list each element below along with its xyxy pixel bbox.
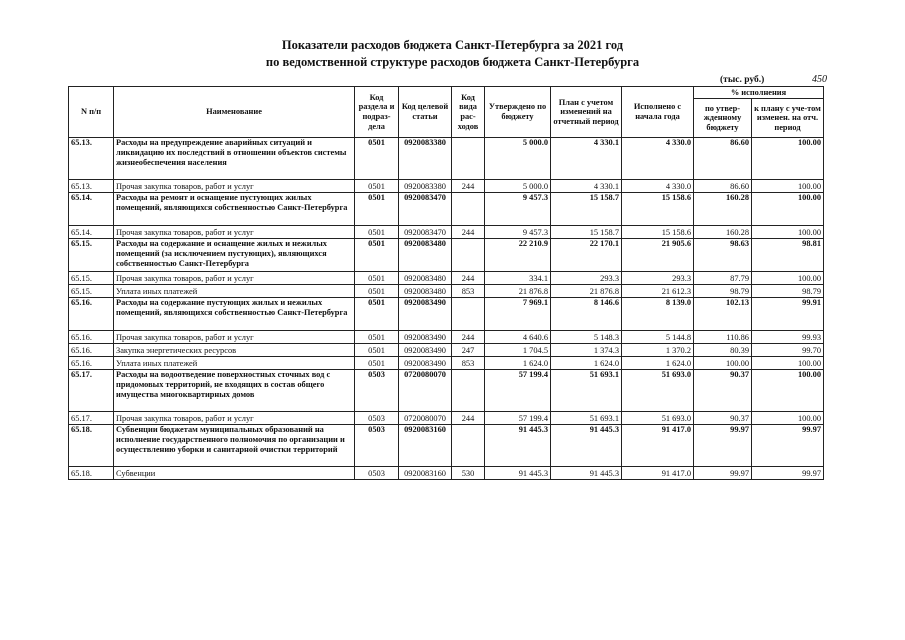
cell-pct-approved: 99.97 <box>694 425 752 467</box>
cell-num: 65.14. <box>69 193 114 226</box>
cell-type <box>452 298 485 331</box>
cell-target: 0920083160 <box>399 425 452 467</box>
cell-num: 65.16. <box>69 344 114 357</box>
units-label: (тыс. руб.) <box>720 75 765 85</box>
cell-executed: 21 612.3 <box>622 285 694 298</box>
cell-pct-approved: 87.79 <box>694 272 752 285</box>
table-row <box>69 467 824 480</box>
cell-pct-plan: 98.81 <box>752 239 824 272</box>
cell-plan: 51 693.1 <box>551 370 622 412</box>
cell-name: Прочая закупка товаров, работ и услуг <box>114 272 355 285</box>
cell-name: Уплата иных платежей <box>114 285 355 298</box>
cell-type: 244 <box>452 180 485 193</box>
cell-section: 0501 <box>355 226 399 239</box>
col-header-target: Код целевой статьи <box>399 87 452 138</box>
col-header-section: Код раздела и подраз-дела <box>355 87 399 138</box>
cell-type <box>452 425 485 467</box>
cell-plan: 91 445.3 <box>551 425 622 467</box>
cell-approved: 7 969.1 <box>485 298 551 331</box>
table-row <box>69 412 824 425</box>
cell-executed: 91 417.0 <box>622 467 694 480</box>
table-row <box>69 193 824 226</box>
cell-type: 244 <box>452 331 485 344</box>
cell-pct-approved: 160.28 <box>694 193 752 226</box>
cell-executed: 21 905.6 <box>622 239 694 272</box>
cell-type: 853 <box>452 357 485 370</box>
report-title: Показатели расходов бюджета Санкт-Петербурга за 2021 год <box>281 38 624 52</box>
cell-section: 0503 <box>355 370 399 412</box>
table-row <box>69 298 824 331</box>
col-header-pct-plan: к плану с уче-том изменен. на отч. период <box>752 99 824 138</box>
cell-plan: 15 158.7 <box>551 193 622 226</box>
cell-target: 0920083480 <box>399 239 452 272</box>
cell-pct-approved: 86.60 <box>694 138 752 180</box>
cell-executed: 15 158.6 <box>622 193 694 226</box>
cell-num: 65.18. <box>69 467 114 480</box>
cell-executed: 15 158.6 <box>622 226 694 239</box>
cell-executed: 51 693.0 <box>622 370 694 412</box>
cell-executed: 1 370.2 <box>622 344 694 357</box>
cell-type: 853 <box>452 285 485 298</box>
cell-pct-approved: 99.97 <box>694 467 752 480</box>
cell-pct-approved: 90.37 <box>694 370 752 412</box>
cell-type <box>452 370 485 412</box>
cell-section: 0503 <box>355 425 399 467</box>
cell-name: Субвенции <box>114 467 355 480</box>
cell-target: 0920083490 <box>399 298 452 331</box>
cell-pct-plan: 99.97 <box>752 467 824 480</box>
table-row <box>69 272 824 285</box>
cell-type: 247 <box>452 344 485 357</box>
cell-type <box>452 193 485 226</box>
cell-pct-plan: 100.00 <box>752 412 824 425</box>
cell-pct-approved: 102.13 <box>694 298 752 331</box>
cell-name: Прочая закупка товаров, работ и услуг <box>114 180 355 193</box>
cell-pct-plan: 100.00 <box>752 226 824 239</box>
col-header-executed: Исполнено с начала года <box>622 87 694 138</box>
cell-pct-approved: 86.60 <box>694 180 752 193</box>
cell-type: 244 <box>452 412 485 425</box>
cell-num: 65.14. <box>69 226 114 239</box>
cell-name: Расходы на содержание и оснащение жилых и нежилых помещений (за исключением пустующих), являющихся собственностью Санкт-Петербурга <box>114 239 355 272</box>
col-header-plan: План с учетом изменений на отчетный период <box>551 87 622 138</box>
cell-target: 0920083470 <box>399 226 452 239</box>
cell-plan: 21 876.8 <box>551 285 622 298</box>
cell-target: 0920083490 <box>399 344 452 357</box>
table-row <box>69 285 824 298</box>
table-row <box>69 425 824 467</box>
page-number: 450 <box>812 74 827 85</box>
cell-section: 0503 <box>355 467 399 480</box>
cell-num: 65.16. <box>69 331 114 344</box>
cell-type: 244 <box>452 226 485 239</box>
cell-pct-plan: 100.00 <box>752 138 824 180</box>
cell-section: 0501 <box>355 344 399 357</box>
cell-pct-plan: 100.00 <box>752 180 824 193</box>
cell-target: 0920083380 <box>399 180 452 193</box>
cell-pct-plan: 99.70 <box>752 344 824 357</box>
cell-pct-approved: 90.37 <box>694 412 752 425</box>
col-header-type: Код вида рас-ходов <box>452 87 485 138</box>
cell-num: 65.17. <box>69 412 114 425</box>
cell-executed: 5 144.8 <box>622 331 694 344</box>
table-row <box>69 138 824 180</box>
cell-target: 0920083470 <box>399 193 452 226</box>
cell-num: 65.16. <box>69 357 114 370</box>
cell-approved: 4 640.6 <box>485 331 551 344</box>
cell-name: Расходы на предупреждение аварийных ситуаций и ликвидацию их последствий в отношении объектов системы жизнеобеспечения населения <box>114 138 355 180</box>
cell-type: 530 <box>452 467 485 480</box>
cell-plan: 293.3 <box>551 272 622 285</box>
cell-name: Расходы на водоотведение поверхностных сточных вод с придомовых территорий, не входящих в состав общего имущества многоквартирных домов <box>114 370 355 412</box>
cell-pct-plan: 99.93 <box>752 331 824 344</box>
table-row <box>69 344 824 357</box>
cell-pct-plan: 100.00 <box>752 272 824 285</box>
cell-approved: 5 000.0 <box>485 180 551 193</box>
cell-pct-plan: 100.00 <box>752 370 824 412</box>
cell-section: 0501 <box>355 180 399 193</box>
budget-table <box>68 86 824 480</box>
cell-section: 0501 <box>355 138 399 180</box>
cell-section: 0503 <box>355 412 399 425</box>
cell-approved: 5 000.0 <box>485 138 551 180</box>
cell-approved: 9 457.3 <box>485 226 551 239</box>
cell-pct-approved: 100.00 <box>694 357 752 370</box>
cell-pct-plan: 99.97 <box>752 425 824 467</box>
cell-section: 0501 <box>355 193 399 226</box>
cell-pct-approved: 98.79 <box>694 285 752 298</box>
cell-plan: 4 330.1 <box>551 138 622 180</box>
table-row <box>69 370 824 412</box>
cell-executed: 4 330.0 <box>622 138 694 180</box>
cell-target: 0920083490 <box>399 357 452 370</box>
cell-plan: 5 148.3 <box>551 331 622 344</box>
cell-approved: 1 704.5 <box>485 344 551 357</box>
table-row <box>69 357 824 370</box>
cell-executed: 91 417.0 <box>622 425 694 467</box>
cell-section: 0501 <box>355 272 399 285</box>
cell-name: Субвенции бюджетам муниципальных образований на исполнение государственного полномочия по организации и осуществлению уборки и санитарной очистки территорий <box>114 425 355 467</box>
col-header-pct-group: % исполнения <box>694 87 824 99</box>
cell-type <box>452 239 485 272</box>
cell-pct-plan: 100.00 <box>752 193 824 226</box>
col-header-pct-approved: по утвер-жденному бюджету <box>694 99 752 138</box>
cell-num: 65.15. <box>69 272 114 285</box>
cell-approved: 334.1 <box>485 272 551 285</box>
cell-name: Расходы на ремонт и оснащение пустующих жилых помещений, являющихся собственностью Санкт-Петербурга <box>114 193 355 226</box>
cell-pct-approved: 80.39 <box>694 344 752 357</box>
table-body <box>69 138 824 480</box>
table-row <box>69 226 824 239</box>
cell-plan: 91 445.3 <box>551 467 622 480</box>
cell-target: 0920083160 <box>399 467 452 480</box>
cell-target: 0720080070 <box>399 412 452 425</box>
cell-executed: 293.3 <box>622 272 694 285</box>
cell-plan: 1 374.3 <box>551 344 622 357</box>
cell-target: 0920083480 <box>399 272 452 285</box>
cell-num: 65.18. <box>69 425 114 467</box>
cell-name: Прочая закупка товаров, работ и услуг <box>114 226 355 239</box>
cell-target: 0720080070 <box>399 370 452 412</box>
cell-num: 65.16. <box>69 298 114 331</box>
cell-type: 244 <box>452 272 485 285</box>
cell-name: Прочая закупка товаров, работ и услуг <box>114 331 355 344</box>
cell-name: Уплата иных платежей <box>114 357 355 370</box>
cell-section: 0501 <box>355 298 399 331</box>
cell-pct-approved: 110.86 <box>694 331 752 344</box>
cell-plan: 8 146.6 <box>551 298 622 331</box>
cell-num: 65.15. <box>69 285 114 298</box>
cell-num: 65.13. <box>69 180 114 193</box>
cell-section: 0501 <box>355 331 399 344</box>
table-row <box>69 239 824 272</box>
cell-pct-approved: 98.63 <box>694 239 752 272</box>
cell-target: 0920083380 <box>399 138 452 180</box>
cell-approved: 21 876.8 <box>485 285 551 298</box>
cell-executed: 4 330.0 <box>622 180 694 193</box>
cell-section: 0501 <box>355 239 399 272</box>
cell-num: 65.15. <box>69 239 114 272</box>
cell-plan: 15 158.7 <box>551 226 622 239</box>
cell-section: 0501 <box>355 357 399 370</box>
cell-executed: 8 139.0 <box>622 298 694 331</box>
cell-pct-plan: 100.00 <box>752 357 824 370</box>
cell-name: Прочая закупка товаров, работ и услуг <box>114 412 355 425</box>
report-subtitle: по ведомственной структуре расходов бюджета Санкт-Петербурга <box>265 55 640 69</box>
cell-num: 65.13. <box>69 138 114 180</box>
cell-approved: 57 199.4 <box>485 370 551 412</box>
cell-pct-approved: 160.28 <box>694 226 752 239</box>
cell-pct-plan: 98.79 <box>752 285 824 298</box>
cell-plan: 51 693.1 <box>551 412 622 425</box>
table-row <box>69 331 824 344</box>
cell-approved: 22 210.9 <box>485 239 551 272</box>
cell-target: 0920083490 <box>399 331 452 344</box>
cell-pct-plan: 99.91 <box>752 298 824 331</box>
cell-approved: 57 199.4 <box>485 412 551 425</box>
cell-name: Расходы на содержание пустующих жилых и нежилых помещений, являющихся собственностью Санкт-Петербурга <box>114 298 355 331</box>
table-row <box>69 180 824 193</box>
cell-num: 65.17. <box>69 370 114 412</box>
cell-plan: 4 330.1 <box>551 180 622 193</box>
cell-approved: 1 624.0 <box>485 357 551 370</box>
col-header-num: N п/п <box>69 87 114 138</box>
cell-executed: 1 624.0 <box>622 357 694 370</box>
cell-name: Закупка энергетических ресурсов <box>114 344 355 357</box>
cell-section: 0501 <box>355 285 399 298</box>
col-header-approved: Утверждено по бюджету <box>485 87 551 138</box>
cell-approved: 91 445.3 <box>485 425 551 467</box>
cell-executed: 51 693.0 <box>622 412 694 425</box>
col-header-name: Наименование <box>114 87 355 138</box>
cell-approved: 9 457.3 <box>485 193 551 226</box>
cell-approved: 91 445.3 <box>485 467 551 480</box>
cell-type <box>452 138 485 180</box>
cell-target: 0920083480 <box>399 285 452 298</box>
cell-plan: 1 624.0 <box>551 357 622 370</box>
cell-plan: 22 170.1 <box>551 239 622 272</box>
